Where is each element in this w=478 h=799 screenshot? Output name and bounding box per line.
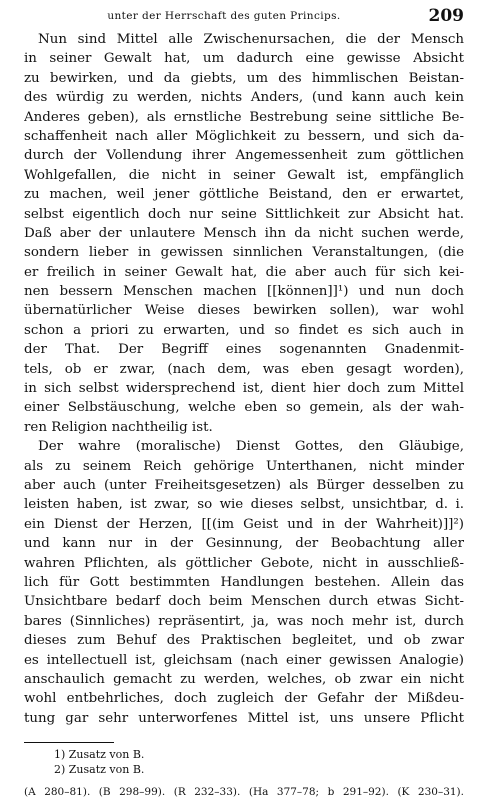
text-line: zu machen, weil jener göttliche Beistand, den er erwartet, bbox=[24, 187, 464, 203]
book-page bbox=[24, 6, 464, 799]
text-line: tung gar sehr unterworfenes Mittel ist, uns unsere Pflicht bbox=[24, 710, 464, 726]
text-line: dieses zum Behuf des Praktischen begleitet, und ob zwar bbox=[24, 633, 464, 649]
running-head: unter der Herrschaft des guten Princips. bbox=[107, 10, 341, 22]
text-line: anschaulich gemacht zu werden, welches, ob zwar ein nicht bbox=[24, 671, 464, 687]
text-line: übernatürlicher Weise dieses bewirken sollen), war wohl bbox=[24, 303, 464, 319]
text-line: in seiner Gewalt hat, um dadurch eine gewisse Absicht bbox=[24, 51, 464, 67]
text-line: sondern lieber in gewissen sinnlichen Veranstaltungen, (die bbox=[24, 245, 464, 261]
text-line: der That. Der Begriff eines sogenannten Gnadenmit- bbox=[24, 342, 464, 358]
text-line: er freilich in seiner Gewalt hat, die aber auch für sich kei- bbox=[24, 264, 464, 280]
text-line: einer Selbstäuschung, welche eben so gemein, als der wah- bbox=[24, 400, 464, 416]
text-line: es intellectuell ist, gleichsam (nach einer gewissen Analogie) bbox=[24, 652, 464, 668]
text-line: des würdig zu werden, nichts Anders, (und kann auch kein bbox=[24, 90, 464, 106]
page-number: 209 bbox=[428, 6, 464, 26]
text-line: durch der Vollendung ihrer Angemessenheit zum göttlichen bbox=[24, 148, 464, 164]
text-line: schaffenheit nach aller Möglichkeit zu bessern, und sich da- bbox=[24, 128, 464, 144]
text-line: in sich selbst widersprechend ist, dient hier doch zum Mittel bbox=[24, 381, 464, 397]
page-header bbox=[24, 6, 464, 28]
text-line: leisten haben, ist zwar, so wie dieses selbst, unsichtbar, d. i. bbox=[24, 497, 464, 513]
text-line: wahren Pflichten, als göttlicher Gebote, nicht in ausschließ- bbox=[24, 555, 464, 571]
footnotes bbox=[24, 747, 464, 777]
text-line: tels, ob er zwar, (nach dem, was eben gesagt worden), bbox=[24, 361, 464, 377]
footnote-divider bbox=[24, 742, 114, 743]
text-line: lich für Gott bestimmten Handlungen bestehen. Allein das bbox=[24, 574, 464, 590]
text-line: selbst eigentlich doch nur seine Sittlichkeit zur Absicht hat. bbox=[24, 206, 464, 222]
edition-concordance: (A 280–81). (B 298–99). (R 232–33). (Ha 377–78; b 291–92). (K 230–31). bbox=[24, 786, 464, 799]
text-line: aber auch (unter Freiheitsgesetzen) als Bürger desselben zu bbox=[24, 477, 464, 493]
text-line: schon a priori zu erwarten, und so findet es sich auch in bbox=[24, 322, 464, 338]
text-line: Der wahre (moralische) Dienst Gottes, den Gläubige, bbox=[38, 439, 464, 455]
text-line: als zu seinem Reich gehörige Unterthanen, nicht minder bbox=[24, 458, 464, 474]
footnote: 2) Zusatz von B. bbox=[54, 763, 145, 777]
text-line: Daß aber der unlautere Mensch ihn da nicht suchen werde, bbox=[24, 225, 464, 241]
text-line: ein Dienst der Herzen, [[(im Geist und in der Wahrheit)]]²) bbox=[24, 516, 464, 532]
text-line: nen bessern Menschen machen [[können]]¹) und nun doch bbox=[24, 284, 464, 300]
text-line: Anderes geben), als ernstliche Bestrebung seine sittliche Be- bbox=[24, 109, 464, 125]
text-line: bares (Sinnliches) repräsentirt, ja, was noch mehr ist, durch bbox=[24, 613, 464, 629]
body-text bbox=[24, 30, 464, 728]
text-line: ren Religion nachtheilig ist. bbox=[24, 419, 213, 435]
text-line: wohl entbehrliches, doch zugleich der Gefahr der Mißdeu- bbox=[24, 691, 464, 707]
text-line: Wohlgefallen, die nicht in seiner Gewalt ist, empfänglich bbox=[24, 167, 464, 183]
text-line: und kann nur in der Gesinnung, der Beobachtung aller bbox=[24, 536, 464, 552]
text-line: zu bewirken, und da giebts, um des himmlischen Beistan- bbox=[24, 70, 464, 86]
text-line: Nun sind Mittel alle Zwischenursachen, die der Mensch bbox=[38, 32, 464, 47]
footnote: 1) Zusatz von B. bbox=[54, 748, 145, 762]
text-line: Unsichtbare bedarf doch beim Menschen durch etwas Sicht- bbox=[24, 594, 464, 610]
